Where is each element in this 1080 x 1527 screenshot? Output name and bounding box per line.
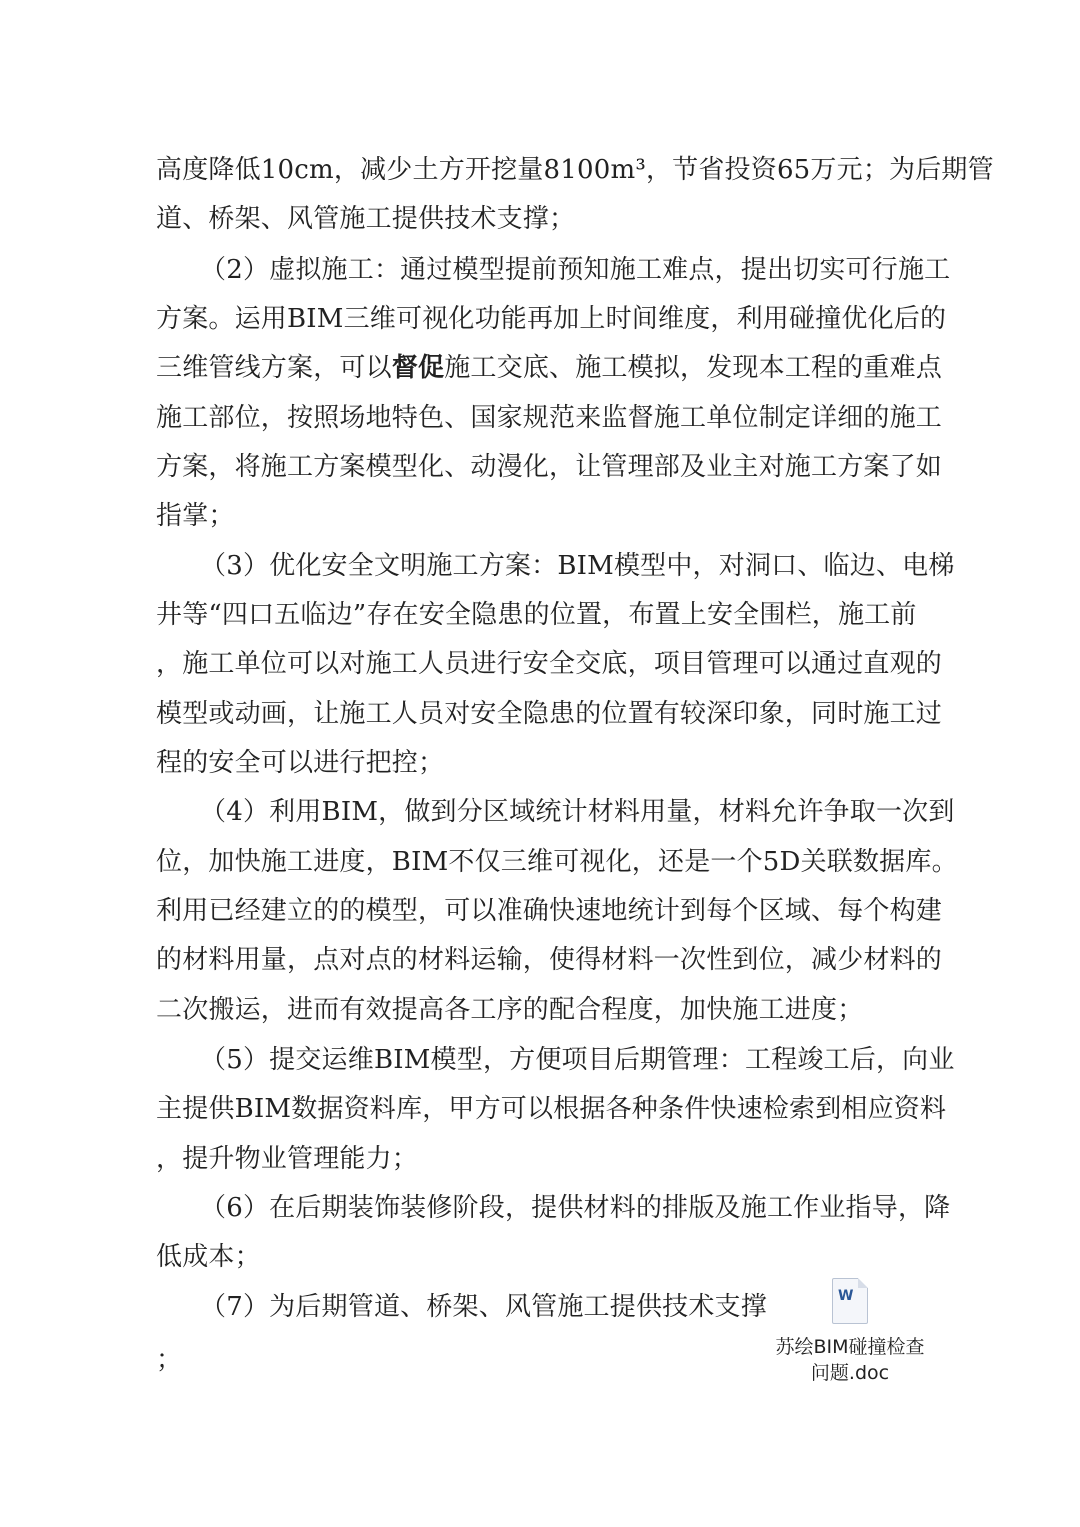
paragraph-line: ； [156, 1345, 183, 1375]
paragraph-4-start: （4）利用BIM，做到分区域统计材料用量，材料允许争取一次到 [200, 797, 955, 827]
paragraph-line: 的材料用量，点对点的材料运输，使得材料一次性到位，减少材料的 [156, 945, 943, 975]
text-segment: 三维管线方案，可以 [156, 353, 392, 383]
paragraph-line: 井等“四口五临边”存在安全隐患的位置，布置上安全围栏，施工前 [156, 600, 917, 630]
paragraph-line: 指掌； [156, 501, 235, 531]
paragraph-line: 位，加快施工进度，BIM不仅三维可视化，还是一个5D关联数据库。 [156, 847, 958, 877]
paragraph-line: 二次搬运，进而有效提高各工序的配合程度，加快施工进度； [156, 995, 864, 1025]
paragraph-line: 方案，将施工方案模型化、动漫化，让管理部及业主对施工方案了如 [156, 452, 943, 482]
attachment-name-line1[interactable]: 苏绘BIM碰撞检查 [775, 1336, 925, 1358]
attachment-name-line2[interactable]: 问题.doc [810, 1362, 890, 1384]
paragraph-line: 道、桥架、风管施工提供技术支撑； [156, 204, 576, 234]
paragraph-line: 利用已经建立的的模型，可以准确快速地统计到每个区域、每个构建 [156, 896, 943, 926]
paragraph-line: ，提升物业管理能力； [156, 1144, 419, 1174]
attachment-file[interactable] [770, 1278, 930, 1386]
word-letter: W [838, 1288, 854, 1304]
paragraph-6-start: （6）在后期装饰装修阶段，提供材料的排版及施工作业指导，降 [200, 1193, 951, 1223]
word-doc-icon[interactable] [832, 1278, 868, 1324]
paragraph-5-start: （5）提交运维BIM模型，方便项目后期管理：工程竣工后，向业 [200, 1045, 955, 1075]
emphasized-text: 督促 [391, 353, 445, 383]
paragraph-7-start: （7）为后期管道、桥架、风管施工提供技术支撑 [200, 1292, 767, 1322]
text-segment: 施工交底、施工模拟，发现本工程的重难点 [444, 353, 943, 383]
page-fold [858, 1278, 868, 1288]
paragraph-line: 模型或动画，让施工人员对安全隐患的位置有较深印象，同时施工过 [156, 699, 943, 729]
paragraph-line: ，施工单位可以对施工人员进行安全交底，项目管理可以通过直观的 [156, 649, 943, 679]
paragraph-line: 程的安全可以进行把控； [156, 748, 445, 778]
paragraph-line: 低成本； [156, 1242, 261, 1272]
paragraph-2-start: （2）虚拟施工：通过模型提前预知施工难点，提出切实可行施工 [200, 255, 951, 285]
paragraph-line: 方案。运用BIM三维可视化功能再加上时间维度，利用碰撞优化后的 [156, 304, 947, 334]
paragraph-line: 主提供BIM数据资料库，甲方可以根据各种条件快速检索到相应资料 [156, 1094, 947, 1124]
paragraph-line: 高度降低10cm，减少土方开挖量8100m³，节省投资65万元；为后期管 [156, 155, 994, 185]
paragraph-line-with-emphasis [156, 348, 942, 388]
paragraph-3-start: （3）优化安全文明施工方案：BIM模型中，对洞口、临边、电梯 [200, 551, 955, 581]
paragraph-line: 施工部位，按照场地特色、国家规范来监督施工单位制定详细的施工 [156, 403, 943, 433]
